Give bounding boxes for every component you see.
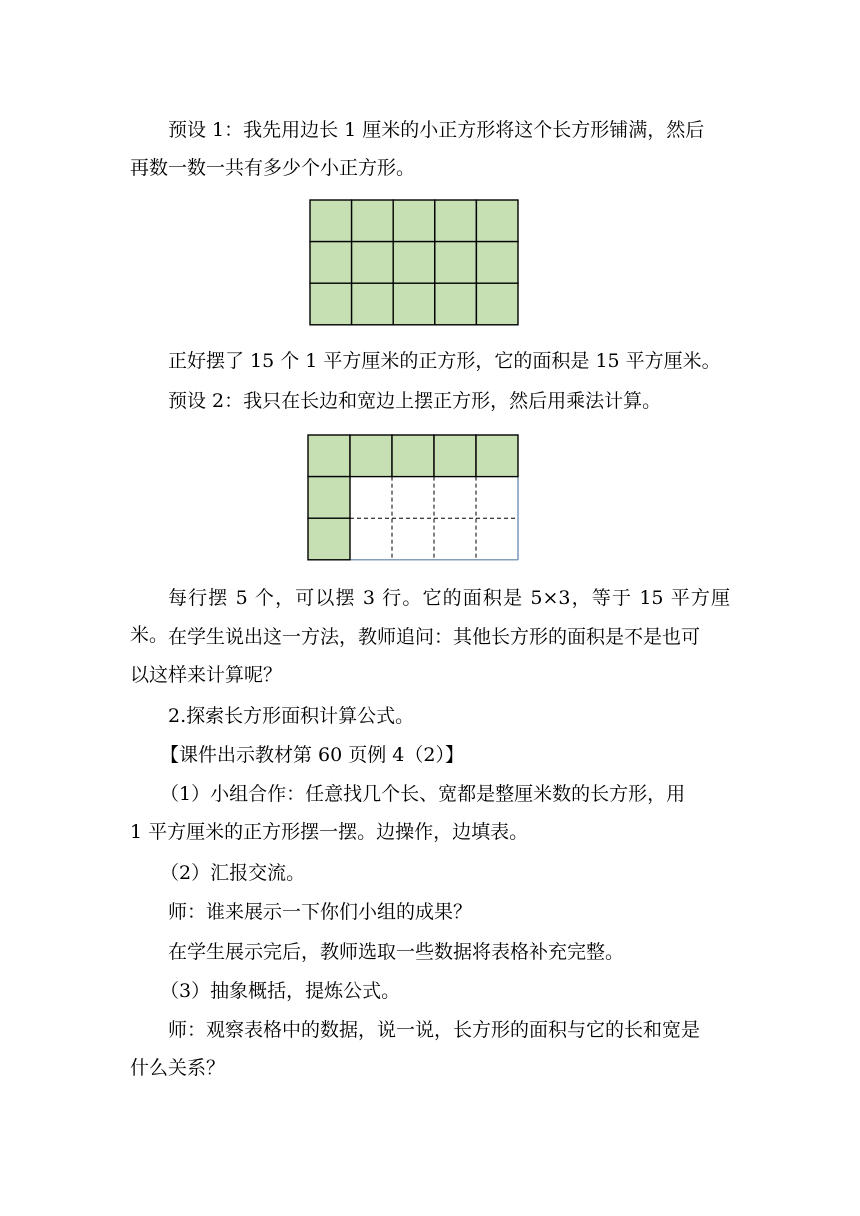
- paragraph-report: [130, 855, 730, 892]
- grid-cell-filled: [308, 477, 350, 519]
- paragraph-teacher-question-cont: [130, 657, 730, 694]
- text-line: 在学生展示完后，教师选取一些数据将表格补充完整。: [168, 941, 625, 963]
- grid-cell: [435, 242, 477, 284]
- text-line: 在学生说出这一方法，教师追问：其他长方形的面积是不是也可: [168, 626, 701, 648]
- grid-cell: [476, 242, 518, 284]
- grid-cell: [310, 242, 352, 284]
- text-line: 预设 1：我先用边长 1 厘米的小正方形将这个长方形铺满，然后: [168, 119, 705, 141]
- text-line: 什么关系？: [130, 1057, 226, 1079]
- paragraph-result-1: [130, 343, 730, 380]
- paragraph-teacher-question: [130, 619, 730, 656]
- grid-cell-filled: [434, 435, 476, 477]
- grid-cell: [393, 200, 435, 242]
- grid-cell: [352, 283, 394, 325]
- text-line: 预设 2：我只在长边和宽边上摆正方形，然后用乘法计算。: [168, 390, 662, 412]
- paragraph-observe: [130, 1012, 730, 1049]
- paragraph-preset-2: [130, 383, 730, 420]
- text-line: （2）汇报交流。: [160, 862, 306, 884]
- grid-figure-full: [309, 199, 518, 325]
- grid-cell: [476, 200, 518, 242]
- text-line: 2.探索长方形面积计算公式。: [168, 705, 415, 727]
- text-line: （3）抽象概括，提炼公式。: [160, 980, 401, 1002]
- paragraph-courseware: [130, 737, 730, 774]
- text-line: 【课件出示教材第 60 页例 4（2）】: [160, 744, 464, 766]
- text-line: 以这样来计算呢？: [130, 664, 283, 686]
- section-heading: [130, 698, 730, 735]
- grid-cell: [352, 242, 394, 284]
- paragraph-table-fill: [130, 934, 730, 971]
- grid-cell-filled: [476, 435, 518, 477]
- paragraph-group-work-cont: [130, 814, 730, 851]
- paragraph-preset-1-cont: [130, 150, 730, 187]
- paragraph-group-work: [130, 776, 730, 813]
- grid-cell: [310, 200, 352, 242]
- text-line: 师：观察表格中的数据，说一说，长方形的面积与它的长和宽是: [168, 1019, 701, 1041]
- paragraph-teacher-ask: [130, 894, 730, 931]
- text-line: 1 平方厘米的正方形摆一摆。边操作，边填表。: [130, 821, 529, 843]
- grid-cell: [393, 283, 435, 325]
- grid-cell: [435, 283, 477, 325]
- paragraph-preset-1: [130, 112, 730, 149]
- text-line: 再数一数一共有多少个小正方形。: [130, 157, 416, 179]
- grid-cell-filled: [308, 435, 350, 477]
- grid-cell: [476, 283, 518, 325]
- grid-cell-filled: [308, 518, 350, 560]
- text-line: 正好摆了 15 个 1 平方厘米的正方形，它的面积是 15 平方厘米。: [168, 350, 721, 372]
- grid-cell-filled: [350, 435, 392, 477]
- paragraph-observe-cont: [130, 1050, 730, 1087]
- grid-cell: [310, 283, 352, 325]
- grid-cell: [393, 242, 435, 284]
- grid-cell: [352, 200, 394, 242]
- grid-figure-edges: [307, 434, 519, 561]
- text-line: （1）小组合作：任意找几个长、宽都是整厘米数的长方形，用: [160, 783, 686, 805]
- grid-cell-filled: [392, 435, 434, 477]
- paragraph-abstract: [130, 973, 730, 1010]
- text-line: 师：谁来展示一下你们小组的成果？: [168, 901, 473, 923]
- text-line: 每行摆 5 个，可以摆 3 行。它的面积是 5×3，等于 15 平方厘米。: [130, 587, 730, 646]
- grid-cell: [435, 200, 477, 242]
